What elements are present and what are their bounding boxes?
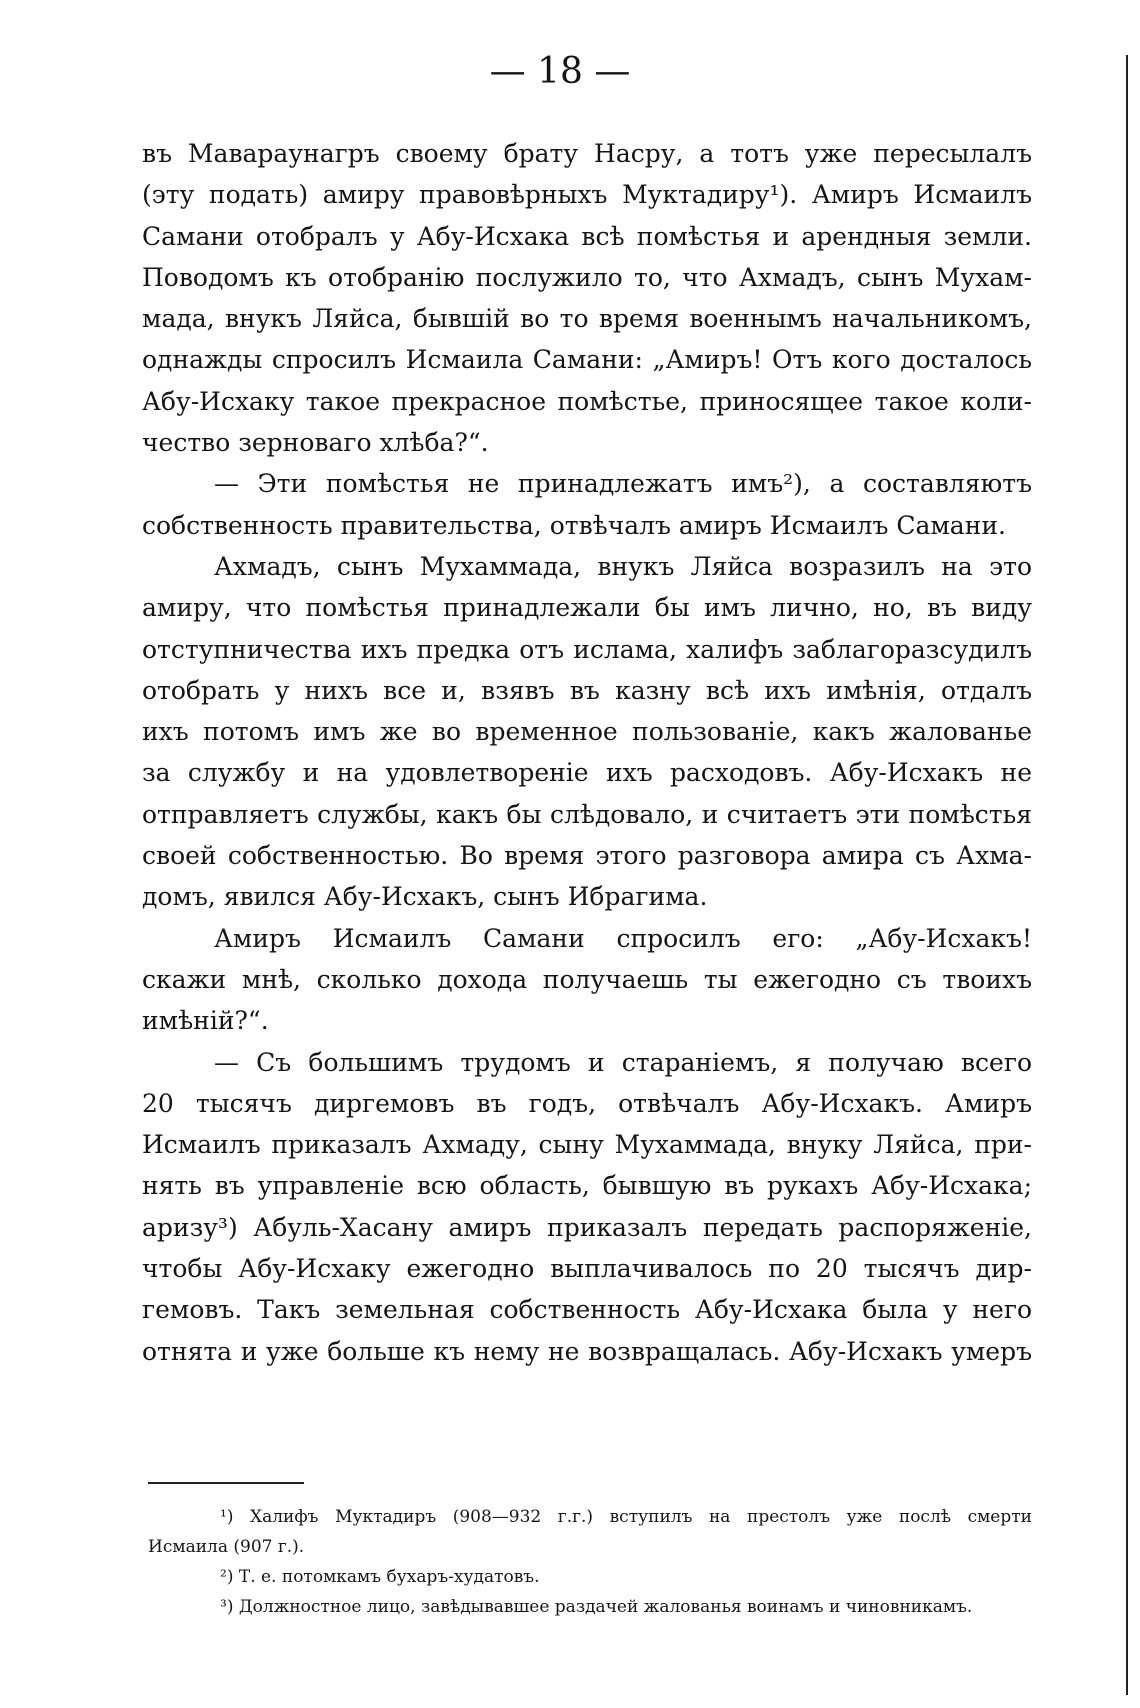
text-line: отобрать у нихъ все и, взявъ въ казну всѣ ихъ имѣнія, отдалъ — [142, 675, 1032, 705]
text-line: амиру, что помѣстья принадлежали бы имъ лично, но, въ виду — [142, 593, 1032, 623]
text-line: 20 тысячъ диргемовъ въ годъ, отвѣчалъ Абу-Исхакъ. Амиръ — [142, 1088, 1032, 1118]
text-line: отнята и уже больше къ нему не возвращалась. Абу-Исхакъ умеръ — [142, 1336, 1032, 1366]
text-line: своей собственностью. Во время этого разговора амира съ Ахма- — [142, 841, 1032, 871]
footnotes — [148, 1502, 1032, 1622]
text-line: за службу и на удовлетвореніе ихъ расходовъ. Абу-Исхакъ не — [142, 758, 1032, 788]
footnote-line: Исмаила (907 г.). — [148, 1537, 305, 1557]
text-line: Ахмадъ, сынъ Мухаммада, внукъ Ляйса возразилъ на это — [214, 551, 1032, 581]
body-text — [142, 133, 1032, 1372]
text-line: аризу³) Абуль-Хасану амиръ приказалъ передать распоряженіе, — [142, 1212, 1032, 1242]
page-number: — 18 — — [489, 51, 631, 92]
text-line: ихъ потомъ имъ же во временное пользованіе, какъ жалованье — [142, 717, 1032, 747]
text-line: отступничества ихъ предка отъ ислама, халифъ заблагоразсудилъ — [142, 634, 1032, 664]
footnote-line: ²) Т. е. потомкамъ бухаръ-худатовъ. — [220, 1567, 540, 1587]
text-line: (эту подать) амиру правовѣрныхъ Муктадиру¹). Амиръ Исмаилъ — [142, 180, 1032, 210]
text-line: Амиръ Исмаилъ Самани спросилъ его: „Абу-Исхакъ! — [214, 923, 1032, 953]
footnote-line: ³) Должностное лицо, завѣдывавшее раздачей жалованья воинамъ и чиновникамъ. — [220, 1597, 973, 1617]
text-line: отправляетъ службы, какъ бы слѣдовало, и считаетъ эти помѣстья — [142, 799, 1032, 829]
text-line: скажи мнѣ, сколько дохода получаешь ты ежегодно съ твоихъ — [142, 964, 1032, 994]
text-line: мада, внукъ Ляйса, бывшій во то время военнымъ начальникомъ, — [142, 304, 1032, 334]
text-line: чтобы Абу-Исхаку ежегодно выплачивалось по 20 тысячъ дир- — [142, 1254, 1032, 1284]
text-line: Самани отобралъ у Абу-Исхака всѣ помѣстья и арендныя земли. — [142, 221, 1032, 251]
text-line: собственность правительства, отвѣчалъ амиръ Исмаилъ Самани. — [142, 510, 1006, 540]
text-line: Исмаилъ приказалъ Ахмаду, сыну Мухаммада, внуку Ляйса, при- — [142, 1130, 1032, 1160]
text-line: чество зерноваго хлѣба?“. — [142, 428, 489, 458]
page-edge-line — [1126, 55, 1128, 1695]
text-line: Абу-Исхаку такое прекрасное помѣстье, приносящее такое коли- — [142, 386, 1032, 416]
text-line: Поводомъ къ отобранію послужило то, что Ахмадъ, сынъ Мухам- — [142, 262, 1032, 292]
text-line: гемовъ. Такъ земельная собственность Абу-Исхака была у него — [142, 1295, 1032, 1325]
text-line: въ Мавараунагръ своему брату Насру, а тотъ уже пересылалъ — [142, 139, 1032, 168]
text-line: нять въ управленіе всю область, бывшую въ рукахъ Абу-Исхака; — [142, 1171, 1032, 1201]
text-line: домъ, явился Абу-Исхакъ, сынъ Ибрагима. — [142, 882, 708, 912]
text-line: имѣній?“. — [142, 1006, 269, 1036]
footnote-line: ¹) Халифъ Муктадиръ (908—932 г.г.) вступилъ на престолъ уже послѣ смерти — [220, 1507, 1032, 1527]
footnote-separator — [148, 1482, 304, 1484]
text-line: — Эти помѣстья не принадлежатъ имъ²), а составляютъ — [214, 469, 1032, 499]
text-line: однажды спросилъ Исмаила Самани: „Амиръ! Отъ кого досталось — [142, 345, 1032, 375]
text-line: — Съ большимъ трудомъ и стараніемъ, я получаю всего — [214, 1047, 1032, 1077]
